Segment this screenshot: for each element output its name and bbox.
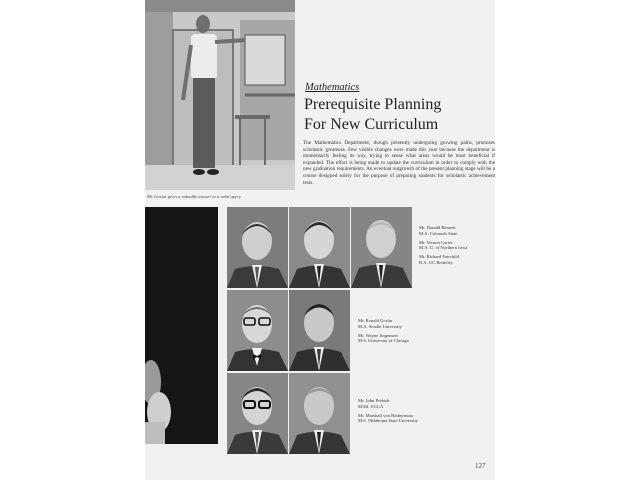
portrait-bennett: [227, 207, 288, 288]
faculty-entry: Mr. Richard Fairchild B.A. UC Berkeley: [419, 254, 459, 265]
faculty-names-group-1: [419, 225, 467, 269]
faculty-entry: Mr. Vernon Carter M.A. U. of Northern Iowa: [419, 239, 468, 251]
headline: [304, 95, 441, 135]
portrait-jorgensen: [289, 290, 350, 371]
faculty-names-group-3: [358, 398, 418, 427]
faculty-entry: Mr. Ronald Goslar M.A. Seattle University: [358, 318, 402, 329]
section-label: Mathematics: [305, 82, 360, 93]
yearbook-page: [145, 0, 495, 480]
portrait-von-rothermina: [289, 373, 350, 454]
faculty-names-group-2: [358, 318, 409, 347]
teacher-at-board-photo: [145, 0, 295, 190]
portrait-goslar: [227, 290, 288, 371]
portrait-prebish: [227, 373, 288, 454]
headline-line-1: Prerequisite Planning: [304, 96, 442, 113]
students-photo: [145, 207, 218, 444]
headline-line-2: For New Curriculum: [304, 116, 439, 133]
faculty-entry: Mr. John Prebish M.Ed. UCLA: [358, 398, 390, 409]
page-number: 127: [475, 462, 486, 470]
article-body: The Mathematics Department, though presently undergoing growing pains, promises scholastic greatness. Few visible changes were made this year because the department is momentarily feeling its way, trying to sense what areas would be most beneficial if expanded. The effort is being made to update the curriculum in order to comply with the new graduation requirements. An eventual outgrowth of the present planning stage will be a course designed solely for the purpose of preparing students for scholastic achievement tests.: [303, 140, 495, 186]
photo-caption: Mr. Goslar gives a valuable answer to a valid query.: [147, 194, 242, 199]
faculty-entry: Mr. Marshall von Rothermina M.S. Oklahoma State University: [358, 412, 419, 424]
portrait-fairchild: [351, 207, 412, 288]
faculty-entry: Mr. Donald Bennett M.A. Colorado State: [419, 225, 458, 236]
faculty-entry: Mr. Wayne Jorgensen M.S. University of Chicago: [358, 332, 409, 344]
portrait-carter: [289, 207, 350, 288]
